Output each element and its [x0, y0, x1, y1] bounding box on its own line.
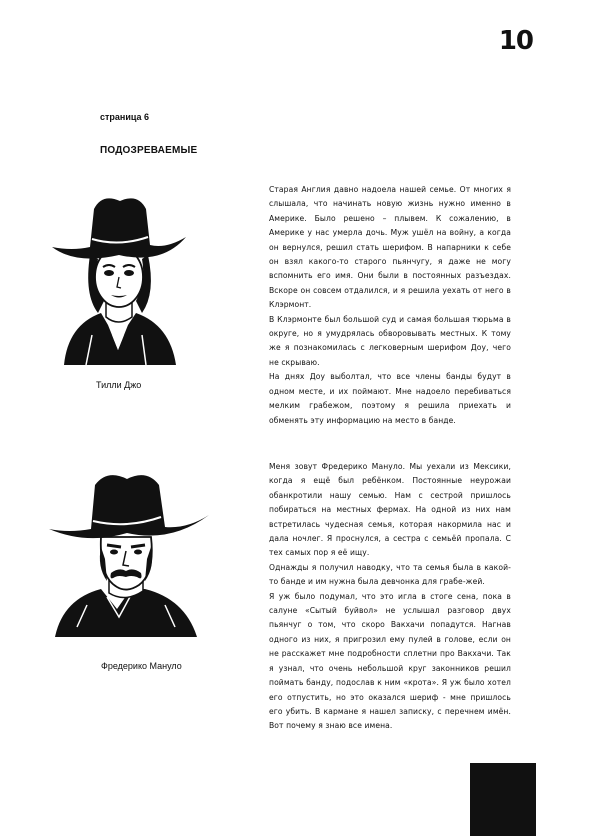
story-paragraph: Я уж было подумал, что это игла в стоге сена, пока в салуне «Сытый буйвол» не услышал разговор двух пьянчуг о том, что скоро Вакхачи попадутся. Нагнав одного из них, я пригрозил ему пулей в голове, если он не расскажет мне подробности сплетни про Вакхачи. Так я узнал, что очень небольшой круг законников решил поймать банду, подослав к ним «крота». Я уж было хотел его отпустить, но это оказался шериф - мне пришлось его убить. В кармане я нашел записку, с перечнем имён. Вот почему я знаю все имена.: [269, 591, 511, 731]
decorative-corner-block: [470, 763, 536, 836]
story-paragraph: Меня зовут Фредерико Мануло. Мы уехали из Мексики, когда я ещё был ребёнком. Постоянные неурожаи обанкротили нашу семью. Нам с сестрой пришлось побираться на местных фермах. На одной из них нам встретилась чудесная семья, которая накормила нас и дала ночлег. Я проснулся, а сестра с семьёй пропала. С тех самых пор я её ищу.: [269, 462, 511, 558]
page-number: 10: [498, 26, 533, 56]
story-paragraph: В Клэрмонте был большой суд и самая большая тюрьма в округе, но я умудрялась обворовывать местных. К тому же я познакомилась с легковерным шерифом Доу, чего не скрываю.: [269, 314, 511, 367]
story-paragraph: На днях Доу выболтал, что все члены банды будут в одном месте, и их поймают. Мне надоело перебиваться мелким грабежом, поэтому я решила приехать и обменять эту информацию на место в банде.: [269, 372, 511, 425]
suspect-name-caption: Фредерико Мануло: [101, 661, 182, 671]
section-title: ПОДОЗРЕВАЕМЫЕ: [100, 145, 198, 156]
page-label: страница 6: [100, 112, 150, 122]
cowboy-portrait-icon: [47, 467, 212, 647]
story-paragraph: Однажды я получил наводку, что та семья была в какой-то банде и им нужна была девчонка для грабе-жей.: [269, 562, 511, 587]
suspect-story: [269, 183, 511, 428]
cowgirl-portrait-icon: [46, 185, 191, 365]
suspect-name-caption: Тилли Джо: [96, 380, 142, 390]
story-paragraph: Старая Англия давно надоела нашей семье. От многих я слышала, что начинать новую жизнь нужно именно в Америке. Было решено – плывем. К сожалению, в Америке у нас умерла дочь. Муж ушёл на войну, а когда он вернулся, решил стать шерифом. В напарники к себе он взял какого-то старого пьянчугу, я даже не могу вспомнить его имя. Они были в постоянных разъездах. Вскоре он совсем отдалился, и я решила уехать от него в Клэрмонт.: [269, 185, 511, 310]
suspect-story: [269, 460, 511, 734]
